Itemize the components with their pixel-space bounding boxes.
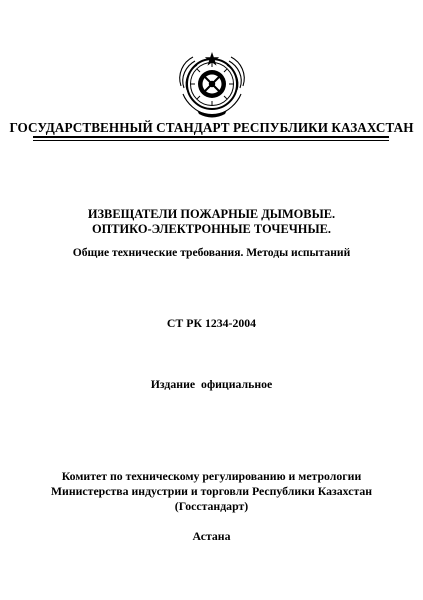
publisher-line-3: (Госстандарт) <box>174 499 249 513</box>
publisher-line-2: Министерства индустрии и торговли Республики Казахстан <box>50 484 373 498</box>
standard-designation: СТ РК 1234-2004 <box>166 316 257 330</box>
document-title-line-2: ОПТИКО-ЭЛЕКТРОННЫЕ ТОЧЕЧНЫЕ. <box>92 222 331 236</box>
header-rule-thin <box>33 140 389 141</box>
state-emblem-kazakhstan-icon <box>173 48 251 120</box>
document-title-line-1: ИЗВЕЩАТЕЛИ ПОЖАРНЫЕ ДЫМОВЫЕ. <box>87 207 336 221</box>
document-subtitle: Общие технические требования. Методы испытаний <box>72 246 351 259</box>
standard-header: ГОСУДАРСТВЕННЫЙ СТАНДАРТ РЕСПУБЛИКИ КАЗАХСТАН <box>9 120 414 135</box>
publisher-line-1: Комитет по техническому регулированию и метрологии <box>61 469 362 483</box>
publication-city: Астана <box>192 529 231 543</box>
header-rule-thick <box>33 136 389 138</box>
edition-label: Издание официальное <box>150 377 273 391</box>
